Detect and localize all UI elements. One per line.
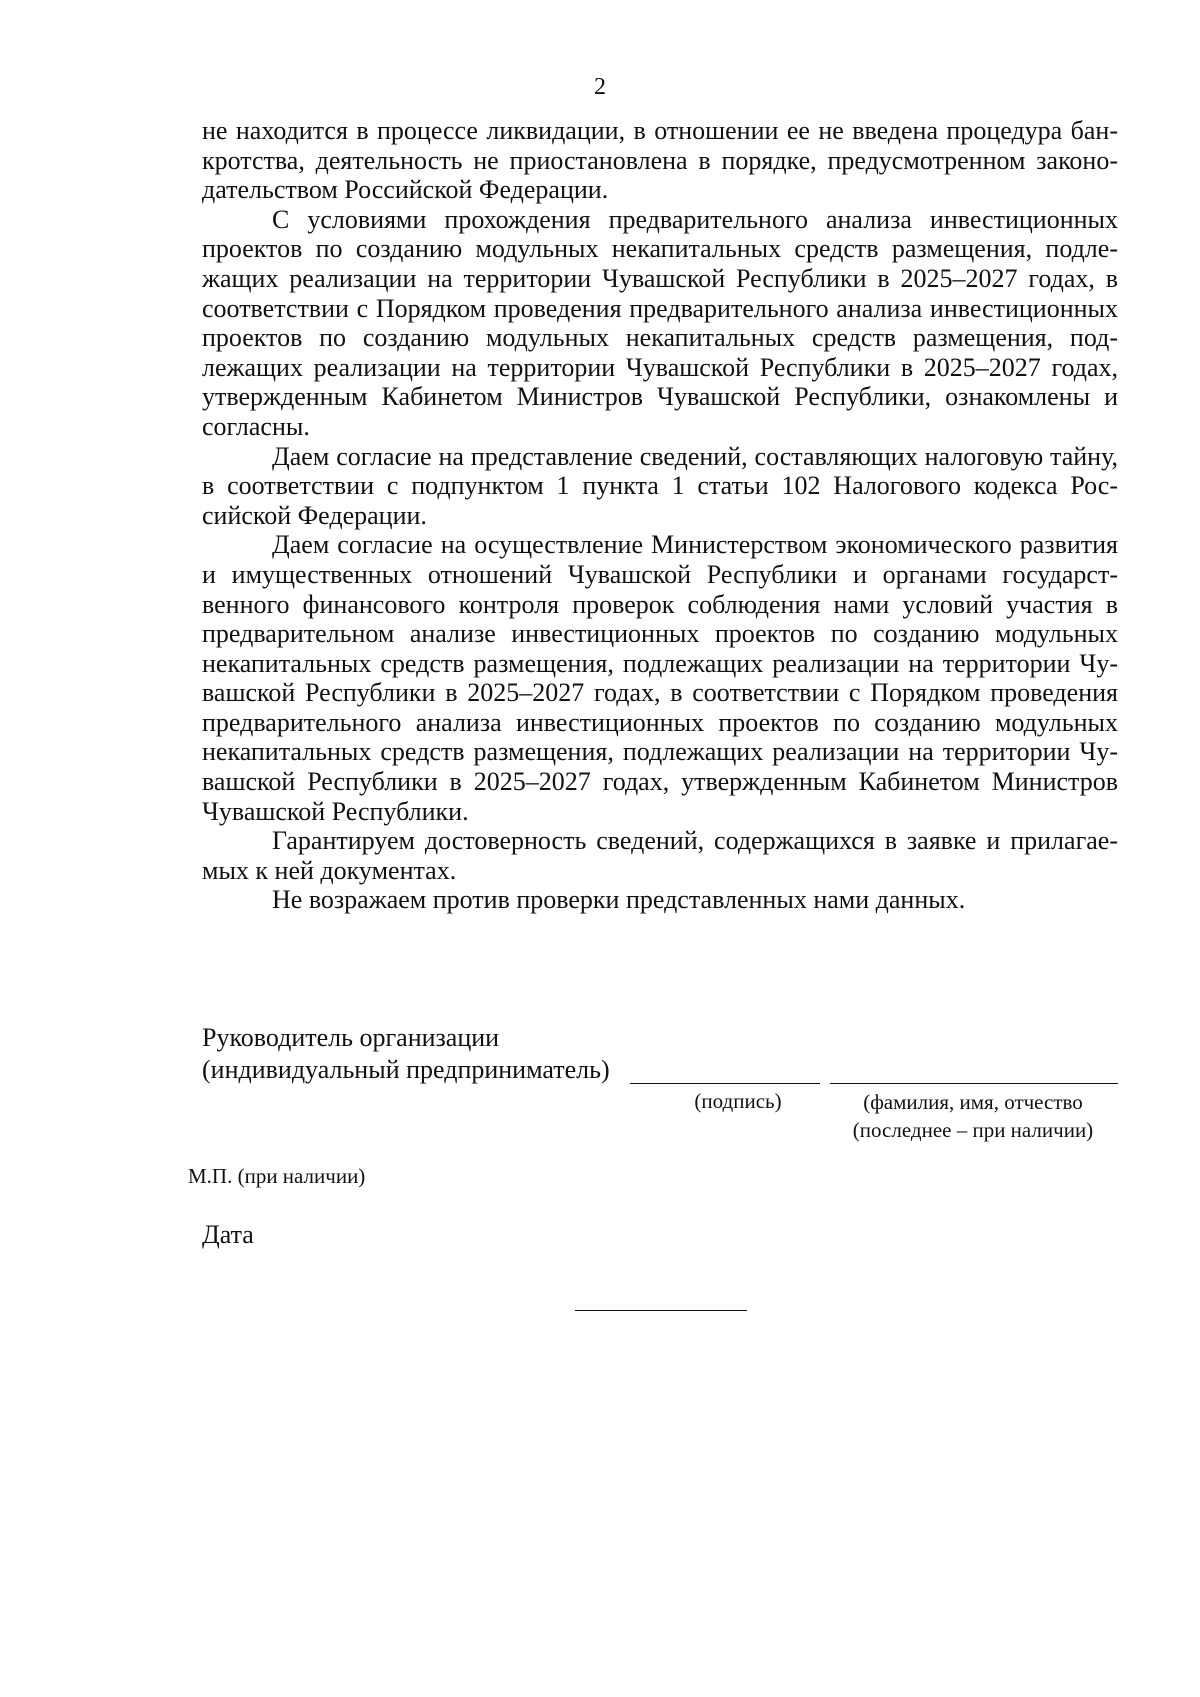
document-body — [202, 116, 1118, 915]
full-name-caption — [838, 1088, 1108, 1144]
signatory-title-line2: (индивидуальный предприниматель) — [202, 1055, 610, 1084]
paragraph-inspection-consent: Даем согласие на осуществление Министерством экономического развития и имущественных отношений Чувашской Республики и органами государственного финансового контроля проверок соблюдения нами условий участия в предварительном анализе инвестиционных проектов по созданию модульных некапитальных средств размещения, подлежащих реализации на территории Чувашской Республики в 2025–2027 годах, в соответствии с Порядком проведения предварительного анализа инвестиционных проектов по созданию модульных некапитальных средств размещения, подлежащих реализации на территории Чувашской Республики в 2025–2027 годах, утвержденным Кабинетом Министров Чувашской Республики. — [202, 530, 1118, 826]
stamp-label: М.П. (при наличии) — [188, 1164, 366, 1188]
full-name-blank-line — [830, 1083, 1118, 1084]
paragraph-continuation: не находится в процессе ликвидации, в отношении ее не введена процедура банкротства, деятельность не приостановлена в порядке, предусмотренном законодательством Российской Федерации. — [202, 116, 1118, 205]
paragraph-conditions-agreement: С условиями прохождения предварительного анализа инвестиционных проектов по созданию модульных некапитальных средств размещения, подлежащих реализации на территории Чувашской Республики в 2025–2027 годах, в соответствии с Порядком проведения предварительного анализа инвестиционных проектов по созданию модульных некапитальных средств размещения, подлежащих реализации на территории Чувашской Республики в 2025–2027 годах, утвержденным Кабинетом Министров Чувашской Республики, ознакомлены и согласны. — [202, 204, 1118, 441]
paragraph-tax-consent: Даем согласие на представление сведений, составляющих налоговую тайну, в соответствии с подпунктом 1 пункта 1 статьи 102 Налогового кодекса Российской Федерации. — [202, 441, 1118, 530]
full-name-caption-line1: (фамилия, имя, отчество — [863, 1090, 1083, 1114]
signature-block — [202, 1022, 1118, 1142]
signature-caption: (подпись) — [694, 1089, 782, 1113]
signatory-title-line1: Руководитель организации — [202, 1023, 500, 1052]
paragraph-no-objection: Не возражаем против проверки представленных нами данных. — [272, 885, 966, 915]
signature-line-row — [202, 1054, 1118, 1086]
signature-blank-line — [630, 1083, 820, 1084]
full-name-caption-line2: (последнее – при наличии) — [852, 1118, 1094, 1142]
paragraph-accuracy-guarantee: Гарантируем достоверность сведений, содержащихся в заявке и прилагаемых к ней документах. — [202, 826, 1118, 885]
date-label: Дата — [202, 1220, 254, 1249]
end-of-document-rule — [575, 1310, 747, 1311]
page-number: 2 — [594, 74, 606, 100]
